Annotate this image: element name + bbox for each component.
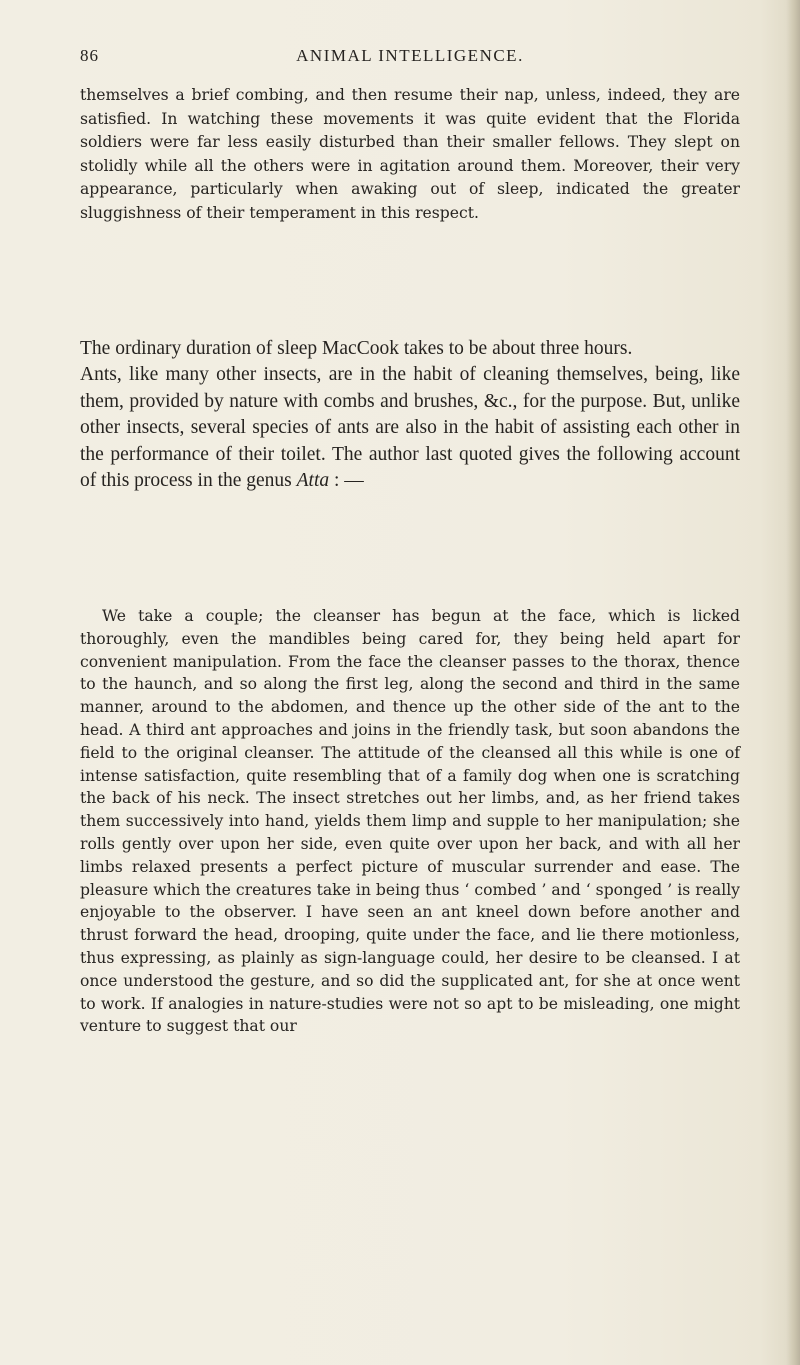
cleaning-text: Ants, like many other insects, are in the habit of cleaning themselves, being, like them, provided by nature with combs and brushes, &c., for the purpose. But, unlike other insects, several species of ants are also in the habit of assisting each other in the performance of their toilet. The author last quoted gives the following account of this process in the genus <box>80 364 740 492</box>
page-number: 86 <box>80 46 99 65</box>
quoted-passage <box>80 605 740 1038</box>
main-text-block <box>80 336 740 494</box>
paragraph-text: themselves a brief combing, and then resume their nap, unless, indeed, they are satisfied. In watching these movements it was quite evident that the Florida soldiers were far less easily disturbed than their smaller fellows. They slept on stolidly while all the others were in agitation around them. Moreover, their very appearance, particularly when awaking out of sleep, indicated the greater sluggishness of their temperament in this respect. <box>80 86 740 222</box>
page-header <box>80 46 740 72</box>
page-edge-shadow <box>786 0 800 1365</box>
paragraph-continuation <box>80 84 740 226</box>
quotation-text: We take a couple; the cleanser has begun at the face, which is licked thoroughly, even the mandibles being cared for, they being held apart for convenient manipulation. From the face the cleanser passes to the thorax, thence to the haunch, and so along the first leg, along the second and third in the same manner, around to the abdomen, and thence up the other side of the ant to the head. A third ant approaches and joins in the friendly task, but soon abandons the field to the original cleanser. The attitude of the cleansed all this while is one of intense satisfaction, quite resembling that of a family dog when one is scratching the back of his neck. The insect stretches out her limbs, and, as her friend takes them successively into hand, yields them limp and supple to her manipulation; she rolls gently over upon her side, even quite over upon her back, and with all her limbs relaxed presents a perfect picture of muscular surrender and ease. The pleasure which the creatures take in being thus ‘ combed ’ and ‘ sponged ’ is really enjoyable to the observer. I have seen an ant kneel down before another and thrust forward the head, drooping, quite under the face, and lie there motionless, thus expressing, as plainly as sign-language could, her desire to be cleansed. I at once understood the gesture, and so did the supplicated ant, for she at once went to work. If analogies in nature-studies were not so apt to be misleading, one might venture to suggest that our <box>80 607 740 1036</box>
paragraph-cleaning <box>80 362 740 494</box>
running-head: ANIMAL INTELLIGENCE. <box>296 46 524 65</box>
cleaning-text-end: : — <box>329 470 364 492</box>
genus-name: Atta <box>296 470 330 492</box>
paragraph-sleep-duration: The ordinary duration of sleep MacCook takes to be about three hours. <box>80 338 633 359</box>
